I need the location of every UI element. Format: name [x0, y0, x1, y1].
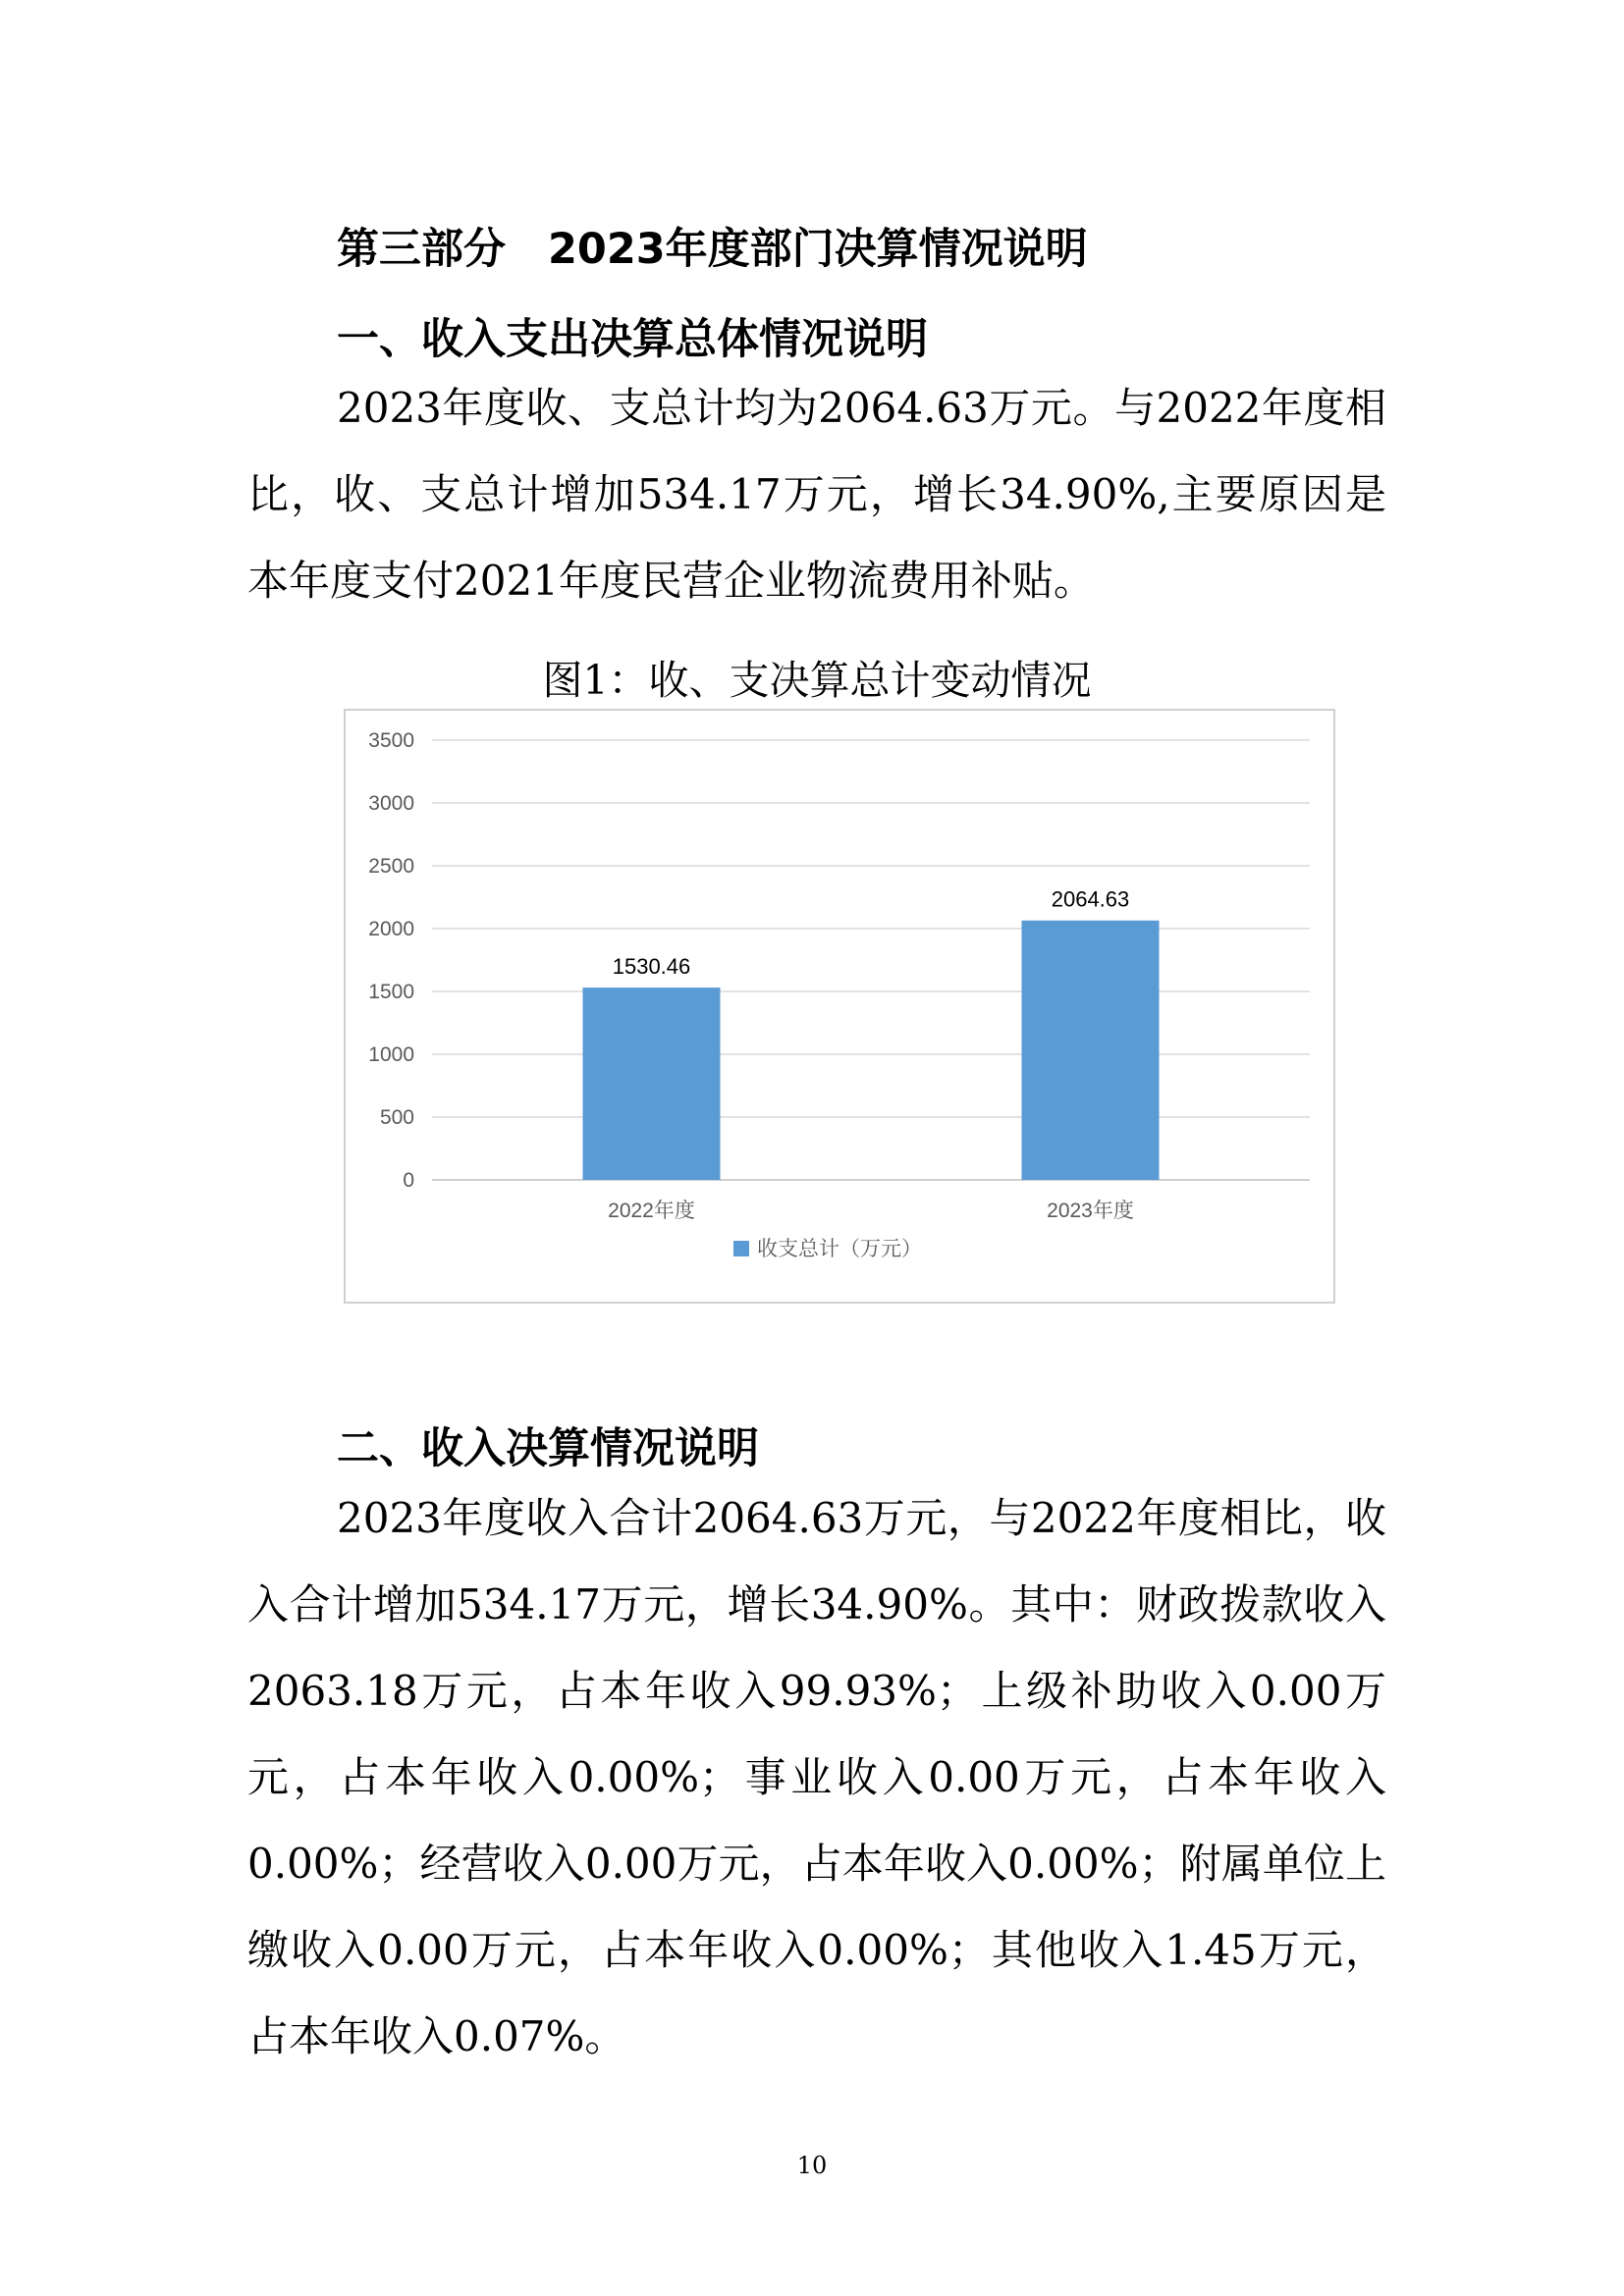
legend-label: 收支总计（万元）: [757, 1238, 922, 1260]
x-tick-label: 2022年度: [608, 1200, 695, 1222]
y-tick-label: 500: [379, 1106, 414, 1129]
paragraph-income: 2023年度收入合计2064.63万元，与2022年度相比，收入合计增加534.17万元，增长34.90%。其中：财政拨款收入2063.18万元，占本年收入99.93%；上级补助收入0.00万元，占本年收入0.00%；事业收入0.00万元，占本年收入0.00%；经营收入0.00万元，占本年收入0.00%；附属单位上缴收入0.00万元，占本年收入0.00%；其他收入1.45万元，占本年收入0.07%。: [247, 1494, 1386, 2060]
y-tick-label: 2000: [368, 918, 414, 940]
y-tick-label: 3000: [368, 792, 414, 815]
y-tick-label: 1500: [368, 981, 414, 1003]
data-label: 2064.63: [1051, 886, 1130, 912]
bar-chart: [346, 711, 1333, 1302]
chart-container: [344, 709, 1335, 1304]
y-tick-label: 3500: [368, 729, 414, 752]
bar: [583, 988, 721, 1180]
legend-swatch: [733, 1241, 749, 1256]
part-title: 第三部分 2023年度部门决算情况说明: [337, 225, 1088, 274]
y-tick-label: 1000: [368, 1043, 414, 1066]
section-heading-2: 二、收入决算情况说明: [337, 1424, 759, 1473]
data-label: 1530.46: [612, 954, 691, 980]
y-tick-label: 2500: [368, 855, 414, 878]
page-number: 10: [796, 2152, 828, 2179]
bar: [1022, 921, 1160, 1180]
figure-caption: 图1：收、支决算总计变动情况: [542, 657, 1092, 704]
x-tick-label: 2023年度: [1047, 1200, 1134, 1222]
paragraph-summary: 2023年度收、支总计均为2064.63万元。与2022年度相比，收、支总计增加534.17万元，增长34.90%,主要原因是本年度支付2021年度民营企业物流费用补贴。: [247, 384, 1386, 605]
section-heading-1: 一、收入支出决算总体情况说明: [337, 315, 928, 364]
y-tick-label: 0: [403, 1169, 414, 1192]
